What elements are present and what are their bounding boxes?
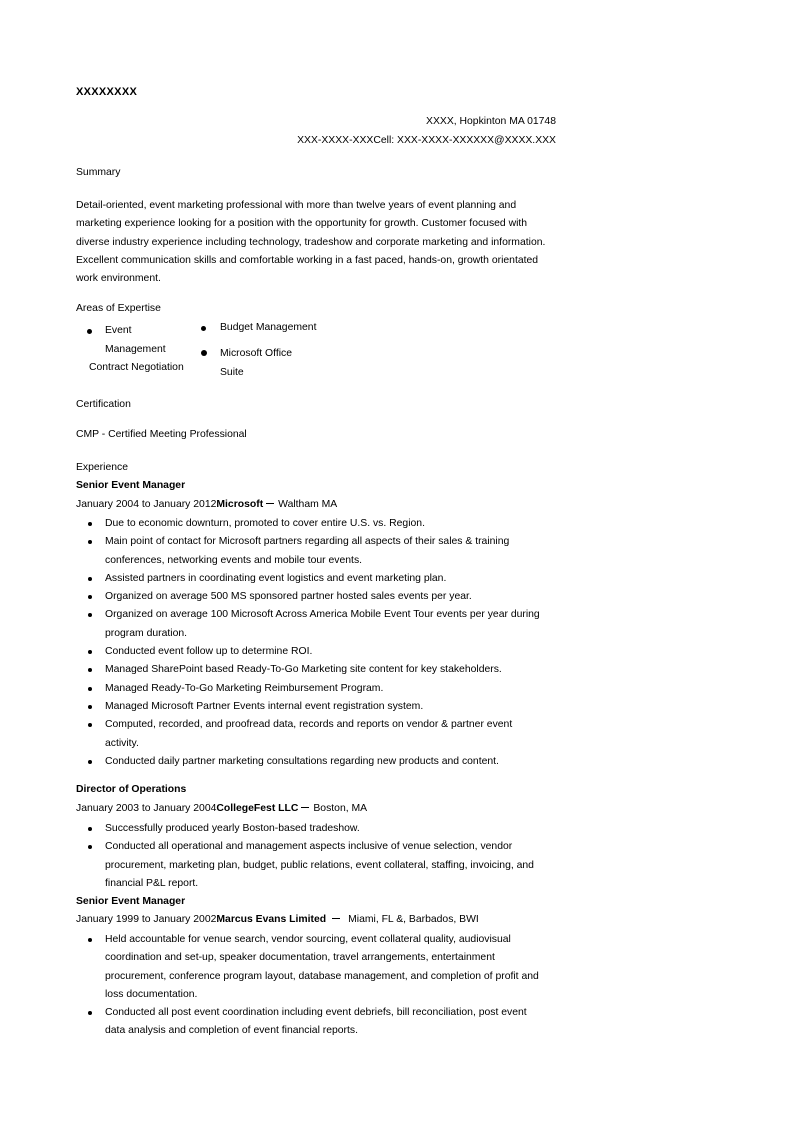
list-item-line: activity. (105, 737, 139, 749)
list-item-line: Conducted all operational and management aspects inclusive of venue selection, vendor (105, 841, 513, 853)
list-item (105, 515, 540, 533)
list-item-line: Organized on average 500 MS sponsored partner hosted sales events per year. (105, 591, 472, 603)
job-title: Director of Operations (76, 784, 187, 795)
list-item (105, 533, 540, 570)
job-location: Waltham MA (278, 499, 338, 510)
list-item (105, 570, 540, 588)
list-item (105, 680, 540, 698)
expertise-item-event-management-line1: Event (105, 325, 132, 336)
summary-line: Detail-oriented, event marketing professional with more than twelve years of event planning and (76, 200, 517, 211)
job-meta (76, 499, 337, 510)
list-item-line: financial P&L report. (105, 877, 199, 889)
list-item-line: Successfully produced yearly Boston-based tradeshow. (105, 823, 360, 834)
bullet-icon (201, 350, 207, 356)
list-item-line: Managed SharePoint based Ready-To-Go Marketing site content for key stakeholders. (105, 664, 502, 676)
job-dates: January 2004 to January 2012 (76, 499, 217, 510)
list-item-line: loss documentation. (105, 988, 198, 1000)
address-line: XXXX, Hopkinton MA 01748 (426, 116, 556, 127)
expertise-heading: Areas of Expertise (76, 303, 161, 314)
dash-icon (266, 503, 274, 504)
certification-heading: Certification (76, 399, 131, 410)
list-item-line: Main point of contact for Microsoft partners regarding all aspects of their sales & training (105, 536, 510, 548)
job-company: Microsoft (216, 499, 264, 510)
expertise-item-event-management-line2: Management (105, 344, 166, 355)
list-item (105, 820, 534, 838)
list-item-line: Due to economic downturn, promoted to cover entire U.S. vs. Region. (105, 518, 425, 529)
expertise-item-contract-negotiation: Contract Negotiation (89, 362, 184, 373)
contact-line: XXX-XXXX-XXXCell: XXX-XXXX-XXXXXX@XXXX.XXX (297, 135, 556, 146)
list-item-line: Held accountable for venue search, vendor sourcing, event collateral quality, audiovisual (105, 934, 511, 945)
job-title: Senior Event Manager (76, 896, 186, 907)
job1-bullet-list (105, 515, 540, 771)
job-company: CollegeFest LLC (216, 803, 299, 814)
job-location: Miami, FL &, Barbados, BWI (348, 914, 479, 925)
expertise-item-budget-management: Budget Management (220, 322, 317, 333)
list-item-line: Computed, recorded, and proofread data, records and reports on vendor & partner event (105, 719, 513, 731)
list-item-line: Conducted event follow up to determine ROI. (105, 646, 313, 658)
expertise-item-microsoft-office-line2: Suite (220, 367, 244, 378)
summary-line: diverse industry experience including technology, tradeshow and corporate marketing and information. (76, 236, 546, 248)
list-item-line: Organized on average 100 Microsoft Across America Mobile Event Tour events per year during (105, 609, 540, 621)
candidate-name: XXXXXXXX (76, 86, 138, 98)
job-company: Marcus Evans Limited (216, 914, 327, 925)
list-item-line: Conducted all post event coordination including event debriefs, bill reconciliation, post event (105, 1007, 527, 1019)
certification-item: CMP - Certified Meeting Professional (76, 429, 247, 440)
summary-line: work environment. (76, 273, 161, 285)
list-item (105, 931, 539, 1004)
summary-line: marketing experience looking for a position with the opportunity for growth. Customer focused with (76, 218, 528, 230)
list-item (105, 716, 540, 753)
job-title: Senior Event Manager (76, 480, 186, 491)
bullet-icon (201, 326, 206, 331)
summary-paragraph (76, 197, 566, 288)
list-item (105, 661, 540, 679)
job-meta (76, 914, 479, 925)
list-item (105, 838, 534, 893)
job2-bullet-list (105, 820, 534, 893)
list-item-line: conferences, networking events and mobile tour events. (105, 554, 363, 566)
list-item (105, 588, 540, 606)
job-meta (76, 803, 367, 814)
list-item (105, 1004, 539, 1041)
list-item (105, 606, 540, 643)
list-item-line: coordination and set-up, speaker documentation, travel arrangements, entertainment (105, 952, 495, 964)
dash-icon (332, 918, 340, 919)
list-item-line: Managed Ready-To-Go Marketing Reimbursement Program. (105, 682, 384, 694)
list-item-line: program duration. (105, 627, 188, 639)
list-item-line: Managed Microsoft Partner Events internal event registration system. (105, 700, 424, 712)
list-item (105, 753, 540, 771)
list-item (105, 698, 540, 716)
list-item-line: Conducted daily partner marketing consultations regarding new products and content. (105, 755, 499, 767)
job-location: Boston, MA (313, 803, 368, 814)
experience-heading: Experience (76, 462, 128, 473)
job-dates: January 1999 to January 2002 (76, 914, 217, 925)
list-item-line: procurement, conference program layout, database management, and completion of profit and (105, 970, 539, 982)
list-item-line: Assisted partners in coordinating event logistics and event marketing plan. (105, 572, 447, 584)
bullet-icon (87, 329, 92, 334)
list-item-line: data analysis and completion of event financial reports. (105, 1025, 358, 1037)
job-dates: January 2003 to January 2004 (76, 803, 217, 814)
list-item-line: procurement, marketing plan, budget, public relations, event collateral, staffing, invoicing, and (105, 859, 534, 871)
summary-heading: Summary (76, 167, 121, 178)
list-item (105, 643, 540, 661)
job3-bullet-list (105, 931, 539, 1041)
dash-icon (301, 807, 309, 808)
expertise-item-microsoft-office-line1: Microsoft Office (220, 348, 292, 359)
summary-line: Excellent communication skills and comfortable working in a fast paced, hands-on, growth orientated (76, 254, 539, 266)
